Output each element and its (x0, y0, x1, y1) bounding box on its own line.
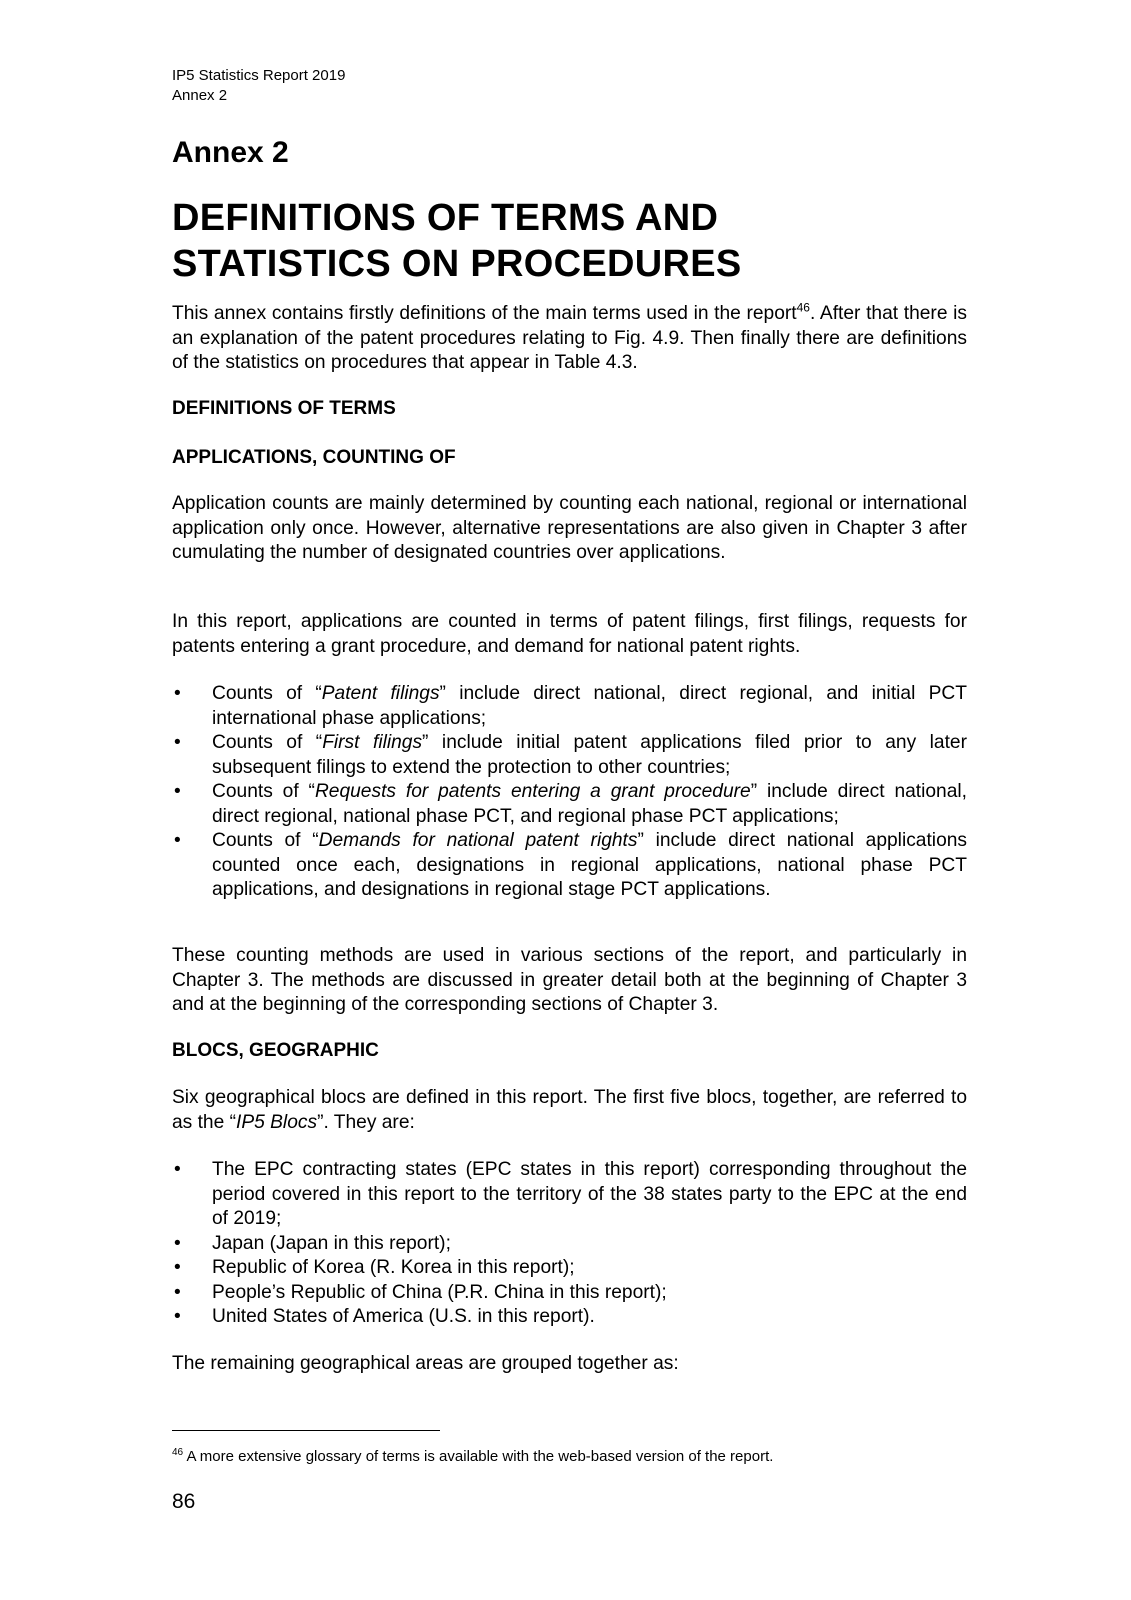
blocs-heading: BLOCS, GEOGRAPHIC (172, 1040, 379, 1061)
applications-paragraph-2: In this report, applications are counted in terms of patent filings, first filings, requests for patents entering a grant procedure, and demand for national patent rights. (172, 611, 967, 657)
list-item: • The EPC contracting states (EPC states in this report) corresponding throughout the period covered in this report to the territory of the 38 states party to the EPC at the end of 2019; (172, 1158, 967, 1232)
blocs-paragraph-1: Six geographical blocs are defined in this report. The first five blocs, together, are referred to as the “IP5 Blocs”. They are: (172, 1087, 967, 1133)
footnote-separator (172, 1430, 440, 1431)
applications-bullet-list (172, 682, 967, 903)
blocs-paragraph-2: The remaining geographical areas are grouped together as: (172, 1353, 679, 1374)
page-title-line-1: DEFINITIONS OF TERMS AND (172, 197, 719, 239)
intro-paragraph: This annex contains firstly definitions of the main terms used in the report$^{46}$. After that there is an explanation of the patent procedures relating to Fig. 4.9. Then finally there are definitions of the statistics on procedures that appear in Table 4.3. (172, 300, 967, 373)
blocs-bullet-list (172, 1158, 967, 1330)
list-item: • People’s Republic of China (P.R. China in this report); (172, 1281, 967, 1306)
list-item: • Japan (Japan in this report); (172, 1232, 967, 1257)
running-header (172, 66, 345, 106)
list-item: • Republic of Korea (R. Korea in this report); (172, 1256, 967, 1281)
page-title (172, 195, 742, 287)
list-item: • Counts of “First filings” include initial patent applications filed prior to any later subsequent filings to extend the protection to other countries; (172, 731, 967, 780)
list-item: • United States of America (U.S. in this report). (172, 1305, 967, 1330)
list-item: • Counts of “Requests for patents entering a grant procedure” include direct national, direct regional, national phase PCT, and regional phase PCT applications; (172, 780, 967, 829)
list-item: • Counts of “Patent filings” include direct national, direct regional, and initial PCT international phase applications; (172, 682, 967, 731)
footnote (172, 1448, 773, 1465)
section-heading: DEFINITIONS OF TERMS (172, 398, 396, 419)
applications-heading: APPLICATIONS, COUNTING OF (172, 447, 456, 468)
annex-title: Annex 2 (172, 136, 289, 169)
footnote-number: 46 (172, 1447, 184, 1458)
page-title-line-2: STATISTICS ON PROCEDURES (172, 243, 742, 285)
applications-paragraph-1: Application counts are mainly determined by counting each national, regional or international application only once. However, alternative representations are also given in Chapter 3 after cumulating the number of designated countries over applications. (172, 493, 967, 563)
header-report-title: IP5 Statistics Report 2019 (172, 67, 346, 84)
applications-paragraph-3: These counting methods are used in various sections of the report, and particularly in Chapter 3. The methods are discussed in greater detail both at the beginning of Chapter 3 and at the beginning of the corresponding sections of Chapter 3. (172, 945, 967, 1015)
page-number: 86 (172, 1490, 196, 1513)
list-item: • Counts of “Demands for national patent rights” include direct national applications counted once each, designations in regional applications, national phase PCT applications, and designations in regional stage PCT applications. (172, 829, 967, 903)
footnote-text: A more extensive glossary of terms is available with the web-based version of the report. (183, 1448, 774, 1465)
header-annex-label: Annex 2 (172, 87, 228, 104)
footnote-reference[interactable]: 46 (796, 300, 810, 315)
